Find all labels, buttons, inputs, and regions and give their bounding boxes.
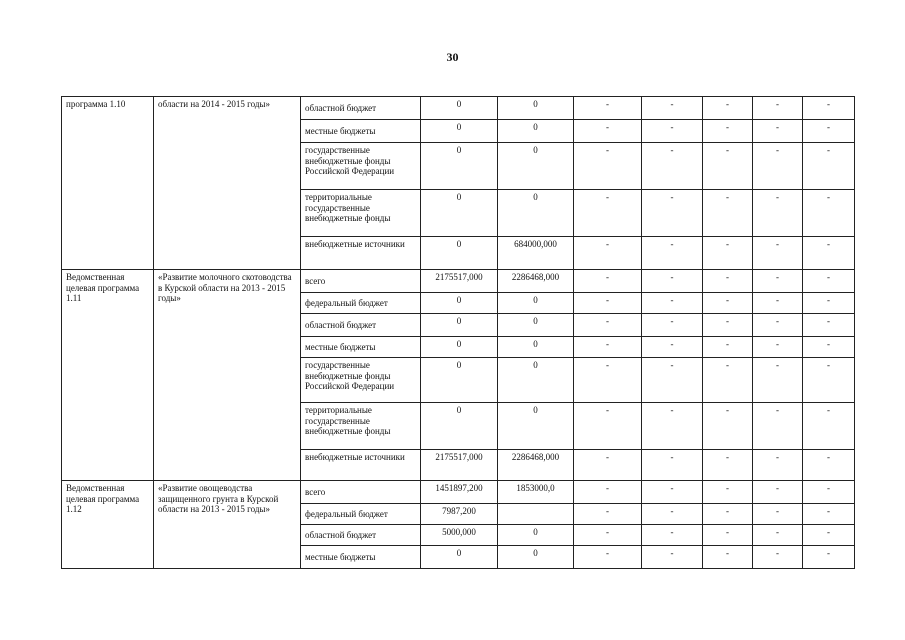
dash-cell: - [753,143,803,190]
funding-source: федеральный бюджет [301,293,421,314]
value-col-1: 0 [421,546,498,569]
funding-source: областной бюджет [301,314,421,337]
funding-source: местные бюджеты [301,546,421,569]
dash-cell: - [803,358,855,403]
dash-cell: - [703,481,753,504]
dash-cell: - [753,270,803,293]
value-col-1: 1451897,200 [421,481,498,504]
dash-cell: - [574,237,642,270]
funding-source: областной бюджет [301,97,421,120]
dash-cell: - [574,546,642,569]
program-name: области на 2014 - 2015 годы» [154,97,301,270]
dash-cell: - [574,403,642,450]
funding-source: государственные внебюджетные фонды Российской Федерации [301,358,421,403]
dash-cell: - [703,403,753,450]
page-number: 30 [446,50,459,64]
dash-cell: - [753,481,803,504]
dash-cell: - [574,293,642,314]
dash-cell: - [703,270,753,293]
value-col-1: 0 [421,403,498,450]
funding-source: областной бюджет [301,525,421,546]
dash-cell: - [703,450,753,481]
value-col-2: 0 [498,190,574,237]
value-col-2: 2286468,000 [498,450,574,481]
dash-cell: - [642,120,703,143]
dash-cell: - [642,314,703,337]
dash-cell: - [642,293,703,314]
value-col-1: 5000,000 [421,525,498,546]
value-col-1: 2175517,000 [421,450,498,481]
dash-cell: - [803,525,855,546]
dash-cell: - [753,504,803,525]
value-col-1: 0 [421,358,498,403]
dash-cell: - [574,270,642,293]
value-col-2 [498,504,574,525]
value-col-2: 0 [498,97,574,120]
dash-cell: - [642,358,703,403]
value-col-2: 0 [498,358,574,403]
funding-source: государственные внебюджетные фонды Российской Федерации [301,143,421,190]
dash-cell: - [703,358,753,403]
dash-cell: - [803,504,855,525]
value-col-1: 0 [421,143,498,190]
dash-cell: - [642,143,703,190]
dash-cell: - [703,293,753,314]
dash-cell: - [753,120,803,143]
dash-cell: - [753,190,803,237]
dash-cell: - [753,450,803,481]
value-col-1: 0 [421,97,498,120]
program-name: «Развитие овощеводства защищенного грунта в Курской области на 2013 - 2015 годы» [154,481,301,569]
value-col-2: 0 [498,546,574,569]
dash-cell: - [803,293,855,314]
dash-cell: - [753,358,803,403]
dash-cell: - [703,120,753,143]
value-col-2: 0 [498,525,574,546]
value-col-1: 0 [421,237,498,270]
dash-cell: - [642,190,703,237]
value-col-1: 0 [421,120,498,143]
dash-cell: - [803,120,855,143]
dash-cell: - [803,450,855,481]
dash-cell: - [642,97,703,120]
dash-cell: - [753,546,803,569]
value-col-1: 0 [421,293,498,314]
dash-cell: - [703,546,753,569]
dash-cell: - [803,403,855,450]
dash-cell: - [574,450,642,481]
dash-cell: - [803,337,855,358]
dash-cell: - [803,190,855,237]
dash-cell: - [803,237,855,270]
dash-cell: - [574,525,642,546]
table-row [62,270,855,293]
dash-cell: - [753,97,803,120]
dash-cell: - [803,314,855,337]
dash-cell: - [803,143,855,190]
program-name: «Развитие молочного скотоводства в Курской области на 2013 - 2015 годы» [154,270,301,481]
value-col-1: 0 [421,190,498,237]
program-label: Ведомственная целевая программа 1.11 [62,270,154,481]
value-col-2: 684000,000 [498,237,574,270]
funding-source: всего [301,270,421,293]
dash-cell: - [703,337,753,358]
dash-cell: - [703,504,753,525]
value-col-2: 2286468,000 [498,270,574,293]
dash-cell: - [753,293,803,314]
funding-source: местные бюджеты [301,337,421,358]
dash-cell: - [574,314,642,337]
dash-cell: - [642,525,703,546]
dash-cell: - [642,481,703,504]
dash-cell: - [642,403,703,450]
funding-source: местные бюджеты [301,120,421,143]
value-col-2: 0 [498,120,574,143]
dash-cell: - [574,481,642,504]
dash-cell: - [642,337,703,358]
table-body [62,97,855,569]
dash-cell: - [703,237,753,270]
dash-cell: - [803,270,855,293]
program-label: Ведомственная целевая программа 1.12 [62,481,154,569]
dash-cell: - [703,314,753,337]
dash-cell: - [803,546,855,569]
dash-cell: - [803,481,855,504]
value-col-2: 0 [498,403,574,450]
dash-cell: - [753,525,803,546]
dash-cell: - [642,270,703,293]
dash-cell: - [703,525,753,546]
dash-cell: - [703,143,753,190]
dash-cell: - [642,504,703,525]
funding-source: внебюджетные источники [301,237,421,270]
budget-table [61,96,855,569]
value-col-2: 0 [498,293,574,314]
dash-cell: - [703,97,753,120]
funding-source: внебюджетные источники [301,450,421,481]
dash-cell: - [574,120,642,143]
value-col-2: 1853000,0 [498,481,574,504]
dash-cell: - [753,337,803,358]
dash-cell: - [642,237,703,270]
dash-cell: - [753,403,803,450]
value-col-2: 0 [498,143,574,190]
dash-cell: - [753,237,803,270]
dash-cell: - [574,337,642,358]
dash-cell: - [574,143,642,190]
dash-cell: - [703,190,753,237]
value-col-1: 2175517,000 [421,270,498,293]
dash-cell: - [574,97,642,120]
value-col-1: 0 [421,337,498,358]
value-col-2: 0 [498,314,574,337]
dash-cell: - [574,504,642,525]
funding-source: федеральный бюджет [301,504,421,525]
dash-cell: - [574,358,642,403]
program-label: программа 1.10 [62,97,154,270]
value-col-2: 0 [498,337,574,358]
value-col-1: 7987,200 [421,504,498,525]
dash-cell: - [753,314,803,337]
dash-cell: - [574,190,642,237]
table-row [62,481,855,504]
funding-source: территориальные государственные внебюджетные фонды [301,403,421,450]
value-col-1: 0 [421,314,498,337]
funding-source: территориальные государственные внебюджетные фонды [301,190,421,237]
dash-cell: - [642,546,703,569]
dash-cell: - [642,450,703,481]
dash-cell: - [803,97,855,120]
table-row [62,97,855,120]
funding-source: всего [301,481,421,504]
